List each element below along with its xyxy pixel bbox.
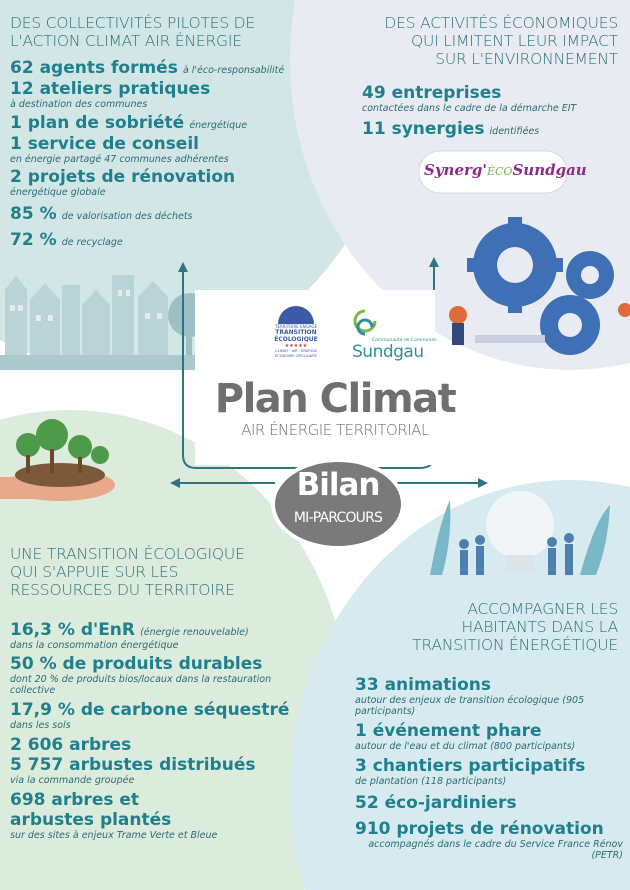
badge-line-1: TRANSITION bbox=[275, 329, 317, 336]
tl-item-0-value: 62 agents formés bbox=[10, 58, 178, 78]
tl-item-0 bbox=[10, 58, 290, 78]
bl-item-0 bbox=[10, 620, 310, 651]
tl-item-3-small: en énergie partagé 47 communes adhérentes bbox=[10, 154, 229, 165]
plan-climat-subtitle: AIR ÉNERGIE TERRITORIAL bbox=[241, 421, 429, 439]
bl-item-2-value: 17,9 % de carbone séquestré bbox=[10, 700, 290, 720]
plan-climat-title: Plan Climat bbox=[214, 376, 456, 422]
tl-item-3 bbox=[10, 134, 290, 165]
tl-item-4-value: 2 projets de rénovation bbox=[10, 167, 236, 187]
tl-item-2-value: 1 plan de sobriété bbox=[10, 113, 185, 133]
tl-item-6 bbox=[10, 230, 290, 250]
territoire-engage-badge bbox=[268, 306, 324, 359]
bilan-subtitle: MI-PARCOURS bbox=[293, 510, 383, 526]
spacer bbox=[10, 599, 310, 620]
tr-item-1-inline: identifiées bbox=[489, 126, 540, 137]
tl-item-1 bbox=[10, 79, 290, 110]
bottom-right-title bbox=[340, 600, 618, 654]
tl-item-3-value: 1 service de conseil bbox=[10, 134, 199, 154]
bl-item-6-small: sur des sites à enjeux Trame Verte et Bleue bbox=[10, 830, 218, 841]
top-right-section bbox=[362, 83, 622, 139]
bl-item-0-value: 16,3 % d'EnR bbox=[10, 620, 135, 640]
bl-item-6 bbox=[10, 810, 310, 841]
br-item-4-value: 910 projets de rénovation bbox=[355, 819, 604, 839]
bottom-right-section bbox=[355, 675, 623, 861]
tl-item-6-inline: de recyclage bbox=[61, 237, 123, 248]
tr-item-0 bbox=[362, 83, 622, 114]
bl-item-4 bbox=[10, 755, 310, 786]
bl-item-1-value: 50 % de produits durables bbox=[10, 654, 263, 674]
top-right-title-line-0: DES ACTIVITÉS ÉCONOMIQUES bbox=[384, 14, 618, 32]
tl-item-1-value: 12 ateliers pratiques bbox=[10, 79, 211, 99]
tr-item-1 bbox=[362, 119, 622, 139]
bottom-left-title-line-0: UNE TRANSITION ÉCOLOGIQUE bbox=[10, 545, 245, 563]
tr-item-0-small: contactées dans le cadre de la démarche EIT bbox=[362, 103, 577, 114]
badge-top-arc bbox=[278, 306, 314, 324]
bl-item-4-value: 5 757 arbustes distribués bbox=[10, 755, 256, 775]
bilan-title: Bilan bbox=[296, 467, 380, 503]
bottom-left-title-line-1: QUI S'APPUIE SUR LES bbox=[10, 563, 179, 581]
br-item-0-small: autour des enjeux de transition écologique (905 participants) bbox=[355, 695, 585, 717]
br-item-1-small: autour de l'eau et du climat (800 participants) bbox=[355, 741, 576, 752]
bottom-right-title-line-2: TRANSITION ÉNERGÉTIQUE bbox=[412, 636, 618, 654]
bottom-left-title-line-2: RESSOURCES DU TERRITOIRE bbox=[10, 581, 235, 599]
br-item-1 bbox=[355, 721, 623, 752]
bl-item-3-value: 2 606 arbres bbox=[10, 735, 132, 755]
br-item-2-value: 3 chantiers participatifs bbox=[355, 756, 586, 776]
tl-item-6-value: 72 % bbox=[10, 230, 57, 250]
br-item-3 bbox=[355, 793, 623, 813]
tr-item-0-value: 49 entreprises bbox=[362, 83, 502, 103]
br-item-0 bbox=[355, 675, 623, 717]
bottom-right-title-line-0: ACCOMPAGNER LES bbox=[467, 600, 618, 618]
badge-line-2: ÉCOLOGIQUE bbox=[274, 336, 318, 343]
bl-item-3 bbox=[10, 735, 310, 755]
bl-item-4-small: via la commande groupée bbox=[10, 775, 135, 786]
tl-item-0-inline: à l'éco-responsabilité bbox=[182, 65, 285, 76]
top-left-title-line-0: DES COLLECTIVITÉS PILOTES DE bbox=[10, 14, 256, 32]
tl-item-5-inline: de valorisation des déchets bbox=[61, 211, 193, 222]
tl-item-5-value: 85 % bbox=[10, 204, 57, 224]
bl-item-1-small: dont 20 % de produits bios/locaux dans la restauration collective bbox=[10, 674, 272, 696]
br-item-2 bbox=[355, 756, 623, 787]
cc-name: Sundgau bbox=[352, 342, 424, 362]
tl-item-5 bbox=[10, 204, 290, 224]
bl-item-1 bbox=[10, 654, 310, 696]
bl-item-0-inline: (énergie renouvelable) bbox=[140, 627, 249, 638]
br-item-1-value: 1 événement phare bbox=[355, 721, 542, 741]
top-left-title-line-1: L'ACTION CLIMAT AIR ÉNERGIE bbox=[10, 32, 242, 50]
spacer bbox=[10, 50, 290, 58]
bl-item-5 bbox=[10, 790, 310, 810]
tl-item-4-small: énergétique globale bbox=[10, 187, 106, 198]
br-item-3-value: 52 éco-jardiniers bbox=[355, 793, 517, 813]
badge-line-3: CLIMAT · AIR · ÉNERGIE bbox=[275, 349, 317, 353]
tl-item-4 bbox=[10, 167, 290, 198]
top-left-section bbox=[10, 14, 290, 250]
br-item-4 bbox=[355, 819, 623, 861]
badge-line-4: ÉCONOMIE CIRCULAIRE bbox=[274, 354, 318, 358]
bl-item-0-small: dans la consommation énergétique bbox=[10, 640, 179, 651]
bl-item-6-value: arbustes plantés bbox=[10, 810, 172, 830]
br-item-2-small: de plantation (118 participants) bbox=[355, 776, 507, 787]
logo-part-synerg: Synerg' bbox=[424, 161, 487, 179]
bottom-right-title-line-1: HABITANTS DANS LA bbox=[461, 618, 618, 636]
br-item-0-value: 33 animations bbox=[355, 675, 492, 695]
tl-item-2-inline: énergétique bbox=[189, 120, 248, 131]
tl-item-1-small: à destination des communes bbox=[10, 99, 148, 110]
cc-small-label: Communauté de Communes bbox=[372, 338, 437, 343]
br-item-4-small: accompagnés dans le cadre du Service France Rénov (PETR) bbox=[368, 839, 623, 861]
bottom-left-section bbox=[10, 545, 310, 841]
logo-part-eco: ÉCO bbox=[486, 165, 513, 178]
badge-stars: ★★★★★ bbox=[284, 343, 308, 349]
bl-item-2 bbox=[10, 700, 310, 731]
tl-item-2 bbox=[10, 113, 290, 133]
bl-item-2-small: dans les sols bbox=[10, 720, 71, 731]
top-right-title-line-2: SUR L'ENVIRONNEMENT bbox=[435, 50, 618, 68]
top-right-title bbox=[340, 14, 618, 68]
tr-item-1-value: 11 synergies bbox=[362, 119, 485, 139]
badge-line-0: TERRITOIRE ENGAGÉ bbox=[275, 324, 317, 329]
bl-item-5-value: 698 arbres et bbox=[10, 790, 140, 810]
logo-part-sundgau: Sundgau bbox=[512, 161, 587, 179]
sundgau-logo-icon bbox=[352, 308, 378, 338]
top-right-title-line-1: QUI LIMITENT LEUR IMPACT bbox=[410, 32, 618, 50]
